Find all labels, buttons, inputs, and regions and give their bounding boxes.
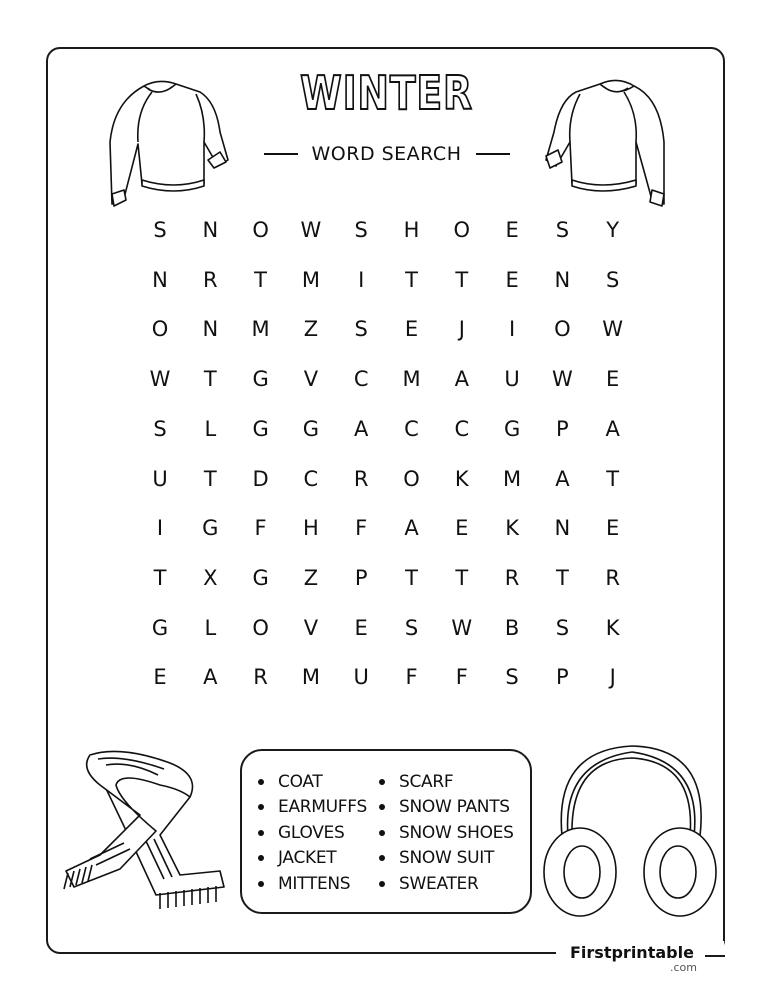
grid-letter: W [300, 218, 322, 242]
grid-letter: O [151, 317, 169, 342]
page-subtitle: WORD SEARCH [311, 143, 462, 165]
grid-letter: O [554, 317, 571, 342]
letter-grid [135, 205, 638, 702]
grid-letter: P [556, 416, 569, 441]
grid-letter: Z [303, 565, 319, 590]
grid-letter: T [455, 267, 469, 292]
word-list-item [258, 769, 367, 795]
scarf-icon [60, 745, 230, 915]
word-label: SNOW SHOES [399, 822, 514, 843]
grid-letter: G [252, 367, 269, 392]
grid-letter: J [458, 317, 465, 342]
grid-letter: C [303, 466, 319, 491]
word-label: EARMUFFS [278, 797, 367, 818]
word-list-item [379, 795, 514, 821]
grid-letter: S [404, 615, 419, 640]
grid-letter: R [504, 565, 520, 590]
word-label: JACKET [278, 848, 337, 869]
grid-letter: V [303, 615, 319, 640]
bullet-icon [258, 779, 264, 785]
grid-letter: V [303, 367, 319, 392]
word-list-column-1 [258, 769, 367, 897]
grid-letter: D [252, 466, 269, 491]
grid-letter: M [402, 367, 421, 392]
grid-letter: T [203, 367, 217, 392]
grid-letter: O [252, 218, 269, 242]
grid-letter: T [455, 565, 469, 590]
word-list-item [258, 820, 367, 846]
word-list-item [379, 846, 514, 872]
brand-tld: .com [670, 961, 697, 974]
grid-letter: G [503, 416, 521, 441]
grid-letter: E [606, 367, 620, 392]
grid-letter: C [404, 416, 419, 441]
bullet-icon [258, 804, 264, 810]
page-title: WINTER [300, 66, 473, 120]
grid-letter: E [505, 218, 519, 242]
bullet-icon [379, 804, 385, 810]
bullet-icon [258, 881, 264, 887]
grid-letter: M [301, 267, 320, 292]
grid-letter: A [555, 466, 570, 491]
grid-letter: G [151, 615, 169, 640]
grid-letter: W [149, 367, 171, 392]
grid-letter: F [405, 665, 418, 690]
grid-letter: J [609, 665, 616, 690]
grid-letter: S [606, 267, 620, 292]
grid-letter: N [554, 267, 571, 292]
grid-letter: G [252, 565, 269, 590]
grid-letter: G [302, 416, 320, 441]
grid-letter: I [156, 516, 164, 541]
grid-letter: T [405, 267, 418, 292]
grid-letter: I [508, 317, 516, 342]
grid-letter: I [358, 267, 365, 292]
word-label: COAT [278, 771, 323, 792]
bullet-icon [379, 779, 385, 785]
grid-letter: U [504, 367, 520, 392]
word-label: MITTENS [278, 873, 351, 894]
grid-letter: L [204, 416, 217, 441]
grid-letter: N [152, 267, 168, 292]
grid-letter: P [354, 565, 368, 590]
grid-letter: R [203, 267, 218, 292]
word-label: SNOW SUIT [399, 848, 495, 869]
grid-letter: P [556, 665, 569, 690]
grid-letter: L [204, 615, 217, 640]
subtitle-rule-left [264, 153, 298, 155]
bullet-icon [379, 855, 385, 861]
grid-letter: F [355, 516, 368, 541]
grid-letter: E [455, 516, 469, 541]
grid-letter: O [453, 218, 471, 242]
grid-letter: S [354, 218, 368, 242]
grid-letter: N [554, 516, 571, 541]
grid-letter: T [203, 466, 217, 491]
grid-letter: Y [606, 218, 620, 242]
grid-letter: H [302, 516, 319, 541]
grid-letter: S [354, 317, 368, 342]
word-list-item [258, 871, 367, 897]
grid-letter: R [605, 565, 620, 590]
grid-letter: T [555, 565, 569, 590]
grid-letter: M [301, 665, 320, 690]
subtitle-row [0, 141, 773, 167]
word-label: SWEATER [399, 873, 479, 894]
grid-letter: S [555, 218, 570, 242]
word-list-item [379, 820, 514, 846]
word-list-item [379, 871, 514, 897]
grid-letter: O [252, 615, 269, 640]
grid-letter: Z [303, 317, 319, 342]
grid-letter: C [353, 367, 369, 392]
grid-letter: B [504, 615, 520, 640]
grid-letter: G [252, 416, 269, 441]
word-list-item [258, 846, 367, 872]
grid-letter: W [552, 367, 573, 392]
grid-letter: H [403, 218, 420, 242]
grid-letter: T [606, 466, 620, 491]
grid-letter: E [505, 267, 519, 292]
grid-letter: O [403, 466, 420, 491]
grid-letter: K [605, 615, 620, 640]
word-list-item [258, 795, 367, 821]
grid-letter: U [353, 665, 369, 690]
grid-letter: R [253, 665, 268, 690]
grid-letter: N [202, 218, 219, 242]
grid-letter: A [203, 665, 218, 690]
grid-letter: F [455, 665, 468, 690]
grid-letter: A [605, 416, 620, 441]
grid-letter: T [405, 565, 418, 590]
grid-letter: E [354, 615, 368, 640]
word-list-box [240, 749, 532, 914]
word-list-item [379, 769, 514, 795]
grid-letter: A [354, 416, 369, 441]
brand-name: Firstprintable [570, 943, 694, 962]
grid-letter: A [404, 516, 419, 541]
word-label: SCARF [399, 771, 454, 792]
brand-rule [705, 955, 725, 957]
grid-letter: S [153, 416, 167, 441]
grid-letter: A [454, 367, 469, 392]
grid-letter: C [454, 416, 470, 441]
grid-letter: M [503, 466, 522, 491]
grid-letter: S [555, 615, 570, 640]
grid-letter: W [602, 317, 624, 342]
earmuffs-icon [540, 740, 720, 920]
grid-letter: N [202, 317, 219, 342]
grid-letter: E [606, 516, 620, 541]
grid-letter: M [251, 317, 270, 342]
bullet-icon [258, 855, 264, 861]
grid-letter: G [202, 516, 219, 541]
grid-letter: S [153, 218, 167, 242]
bullet-icon [258, 830, 264, 836]
grid-letter: T [153, 565, 167, 590]
grid-letter: K [454, 466, 469, 491]
grid-letter: U [152, 466, 168, 491]
grid-letter: K [505, 516, 519, 541]
grid-letter: S [505, 665, 519, 690]
grid-letter: W [451, 615, 473, 640]
bullet-icon [379, 881, 385, 887]
grid-letter: X [203, 565, 218, 590]
grid-letter: T [254, 267, 267, 292]
grid-letter: E [153, 665, 167, 690]
grid-letter: F [254, 516, 267, 541]
grid-letter: E [404, 317, 419, 342]
subtitle-rule-right [476, 153, 510, 155]
grid-letter: R [353, 466, 369, 491]
word-label: SNOW PANTS [399, 797, 510, 818]
word-label: GLOVES [278, 822, 345, 843]
word-list-column-2 [379, 769, 514, 897]
bullet-icon [379, 830, 385, 836]
